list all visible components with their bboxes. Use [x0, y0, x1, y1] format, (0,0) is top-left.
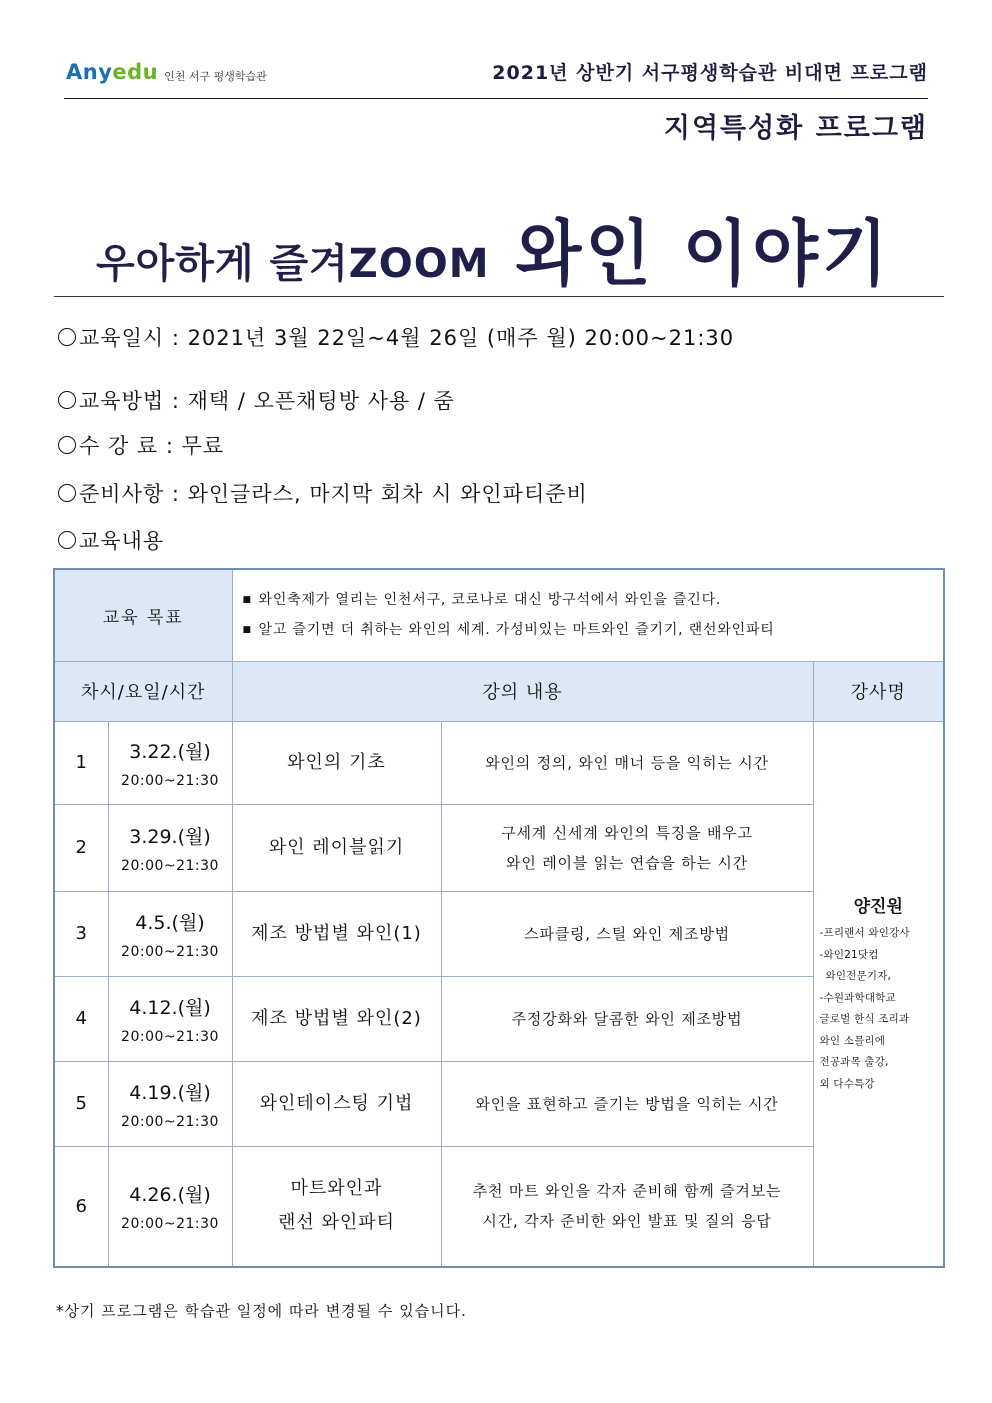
- goal-list: [232, 569, 944, 661]
- description-line: 구세계 신세계 와인의 특징을 배우고: [501, 823, 753, 842]
- instructor-bio-line: 와인전문기자,: [825, 970, 892, 983]
- session-topic: 제조 방법별 와인(1): [232, 891, 441, 976]
- description-line: 주정강화와 달콤한 와인 제조방법: [511, 1009, 743, 1028]
- session-topic: 와인테이스팅 기법: [232, 1061, 441, 1146]
- table-row: [54, 721, 944, 804]
- circle-bullet-icon: [58, 484, 76, 502]
- goal-text: 알고 즐기면 더 취하는 와인의 세계. 가성비있는 마트와인 즐기기, 랜선와인파티: [258, 622, 775, 639]
- description-line: 추천 마트 와인을 각자 준비해 함께 즐겨보는: [472, 1182, 782, 1201]
- circle-bullet-icon: [58, 531, 76, 549]
- session-number: 2: [54, 804, 108, 891]
- session-date-cell: [108, 976, 232, 1061]
- session-description: [441, 1061, 813, 1146]
- logo: [66, 52, 267, 92]
- instructor-name: 양진원: [853, 897, 903, 918]
- goal-item: [243, 585, 934, 615]
- session-date-cell: [108, 804, 232, 891]
- session-topic: [232, 1146, 441, 1267]
- description-line: 시간, 각자 준비한 와인 발표 및 질의 응답: [482, 1212, 772, 1231]
- session-number: 6: [54, 1146, 108, 1267]
- goal-label: 교육 목표: [54, 569, 232, 661]
- session-date: 3.22.(월): [129, 740, 211, 763]
- session-number: 3: [54, 891, 108, 976]
- logo-subtitle: 인천 서구 평생학습관: [164, 70, 267, 83]
- session-date: 4.5.(월): [135, 911, 205, 934]
- square-bullet-icon: ■: [242, 595, 252, 606]
- category-title: 지역특성화 프로그램: [663, 113, 928, 144]
- instructor-bio-line: -수원과학대학교: [819, 991, 896, 1004]
- instructor-bio-line: -와인21닷컴: [819, 948, 879, 961]
- session-topic: 와인 레이블읽기: [232, 804, 441, 891]
- schedule-table: [53, 568, 945, 1268]
- session-date-cell: [108, 1061, 232, 1146]
- description-line: 와인 레이블 읽는 연습을 하는 시간: [506, 853, 748, 872]
- session-time: 20:00~21:30: [121, 1216, 219, 1233]
- session-description: [441, 721, 813, 804]
- logo-text-any: Any: [66, 60, 113, 84]
- square-bullet-icon: ■: [242, 625, 252, 636]
- table-row: [54, 1061, 944, 1146]
- topic-line: 마트와인과: [290, 1178, 383, 1200]
- circle-bullet-icon: [58, 391, 76, 409]
- info-schedule-text: 교육일시 : 2021년 3월 22일~4월 26일 (매주 월) 20:00~21:30: [79, 326, 735, 350]
- topic-line: 랜선 와인파티: [277, 1212, 396, 1234]
- description-line: 와인의 정의, 와인 매너 등을 익히는 시간: [485, 753, 769, 772]
- session-description: [441, 976, 813, 1061]
- session-number: 5: [54, 1061, 108, 1146]
- title-prefix: 우아하게 즐겨ZOOM: [96, 241, 490, 287]
- session-time: 20:00~21:30: [121, 1113, 219, 1130]
- logo-text-edu: edu: [112, 60, 159, 84]
- session-date: 4.12.(월): [129, 996, 211, 1019]
- info-preparation: [58, 478, 588, 508]
- session-topic: 제조 방법별 와인(2): [232, 976, 441, 1061]
- session-number: 1: [54, 721, 108, 804]
- title-divider: [54, 296, 944, 297]
- session-date: 4.26.(월): [129, 1184, 211, 1207]
- description-line: 스파클링, 스틸 와인 제조방법: [524, 924, 730, 943]
- circle-bullet-icon: [58, 436, 76, 454]
- info-method: [58, 385, 455, 415]
- instructor-bio-line: 외 다수특강: [819, 1077, 875, 1090]
- instructor-bio-line: -프리랜서 와인강사: [819, 927, 910, 940]
- table-row: [54, 891, 944, 976]
- description-line: 와인을 표현하고 즐기는 방법을 익히는 시간: [475, 1094, 779, 1113]
- session-time: 20:00~21:30: [121, 857, 219, 874]
- session-time: 20:00~21:30: [121, 1028, 219, 1045]
- session-description: [441, 804, 813, 891]
- session-description: [441, 1146, 813, 1267]
- session-date: 3.29.(월): [129, 825, 211, 848]
- instructor-bio-line: 글로벌 한식 조리과: [819, 1013, 910, 1026]
- table-row: [54, 1146, 944, 1267]
- table-row: [54, 804, 944, 891]
- header-instructor: 강사명: [813, 661, 944, 721]
- title-main: 와인 이야기: [515, 213, 892, 297]
- page-title: [96, 200, 892, 297]
- instructor-bio-line: 전공과목 출강,: [819, 1056, 889, 1069]
- session-number: 4: [54, 976, 108, 1061]
- circle-bullet-icon: [58, 328, 76, 346]
- info-content-text: 교육내용: [79, 529, 165, 553]
- info-fee-text: 수 강 료 : 무료: [79, 434, 225, 458]
- goal-text: 와인축제가 열리는 인천서구, 코로나로 대신 방구석에서 와인을 즐긴다.: [258, 592, 722, 609]
- header-divider: [64, 98, 928, 99]
- info-preparation-text: 준비사항 : 와인글라스, 마지막 회차 시 와인파티준비: [79, 482, 588, 506]
- header-content: 강의 내용: [232, 661, 813, 721]
- info-method-text: 교육방법 : 재택 / 오픈채팅방 사용 / 줌: [79, 389, 455, 413]
- table-header-row: [54, 661, 944, 721]
- session-description: [441, 891, 813, 976]
- session-time: 20:00~21:30: [121, 772, 219, 789]
- footnote: *상기 프로그램은 학습관 일정에 따라 변경될 수 있습니다.: [56, 1302, 467, 1320]
- goal-item: [243, 615, 934, 645]
- info-schedule: [58, 322, 734, 352]
- goal-row: [54, 569, 944, 661]
- session-topic: 와인의 기초: [232, 721, 441, 804]
- session-date: 4.19.(월): [129, 1081, 211, 1104]
- session-date-cell: [108, 1146, 232, 1267]
- table-row: [54, 976, 944, 1061]
- instructor-bio-line: 와인 소믈리에: [819, 1034, 886, 1047]
- info-content: [58, 525, 164, 555]
- session-date-cell: [108, 721, 232, 804]
- session-time: 20:00~21:30: [121, 943, 219, 960]
- instructor-cell: [813, 721, 944, 1267]
- info-fee: [58, 430, 224, 460]
- program-label: 2021년 상반기 서구평생학습관 비대면 프로그램: [492, 62, 928, 84]
- session-date-cell: [108, 891, 232, 976]
- header-session: 차시/요일/시간: [54, 661, 232, 721]
- logo-mark: [66, 60, 158, 84]
